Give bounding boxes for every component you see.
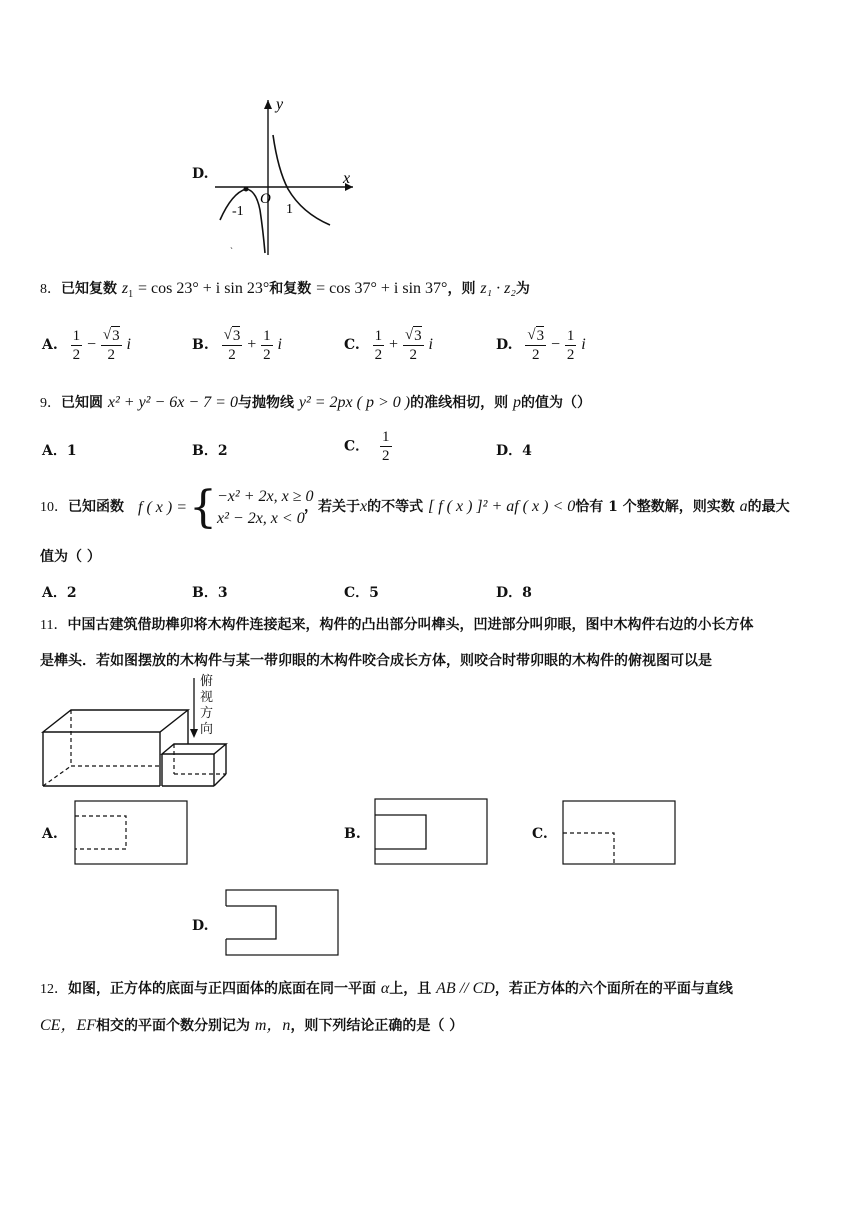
q9-option-b[interactable]: B．2 bbox=[192, 443, 228, 459]
q10-option-d[interactable]: D．8 bbox=[496, 585, 532, 601]
q9-option-d[interactable]: D．4 bbox=[496, 443, 532, 459]
q8-option-a[interactable]: A. $\frac{1}{2}$ − √ 3 2 i bbox=[42, 327, 131, 363]
q11-option-c-figure[interactable] bbox=[562, 800, 678, 866]
q7-origin-label: O bbox=[260, 191, 271, 207]
q11-option-a-label[interactable]: A. bbox=[42, 826, 58, 842]
q10-option-c[interactable]: C．5 bbox=[344, 585, 379, 601]
q12-stem-line2: CE，EF相交的平面个数分别记为 m，n，则下列结论正确的是（ ） bbox=[40, 1017, 464, 1034]
q7-x-axis-label: x bbox=[343, 170, 351, 187]
q11-option-d-figure[interactable] bbox=[224, 888, 342, 958]
q11-stem-line2: 是榫头．若如图摆放的木构件与某一带卯眼的木构件咬合成长方体，则咬合时带卯眼的木构件的俯视图可以是 bbox=[40, 653, 712, 669]
q10-function: f ( x ) = { −x² + 2x, x ≥ 0 x² − 2x, x < 0 bbox=[138, 482, 314, 533]
q10-stem: ，若关于x的不等式 [ f ( x ) ]² + af ( x ) < 0恰有 1 个整数解，则实数 a的最大 bbox=[304, 498, 790, 515]
q11-stem-line1: 11．中国古建筑借助榫卯将木构件连接起来，构件的凸出部分叫榫头，凹进部分叫卯眼，图中木构件右边的小长方体 bbox=[40, 617, 754, 633]
q8-stem: 8．已知复数 $z_1 = \cos 23^\circ + i$ sin 23°和复数 = cos 37° + i sin 37°，则 z₁ · z₂为 bbox=[40, 280, 530, 300]
q11-option-a-figure[interactable] bbox=[74, 800, 190, 866]
q7-y-axis-label: y bbox=[276, 96, 284, 113]
q7-tick-1: 1 bbox=[286, 202, 293, 217]
q9-option-a[interactable]: A．1 bbox=[42, 443, 77, 459]
q7-option-d-label: D. bbox=[192, 166, 209, 182]
q11-view-direction-label: 俯 视 方 向 bbox=[200, 674, 214, 737]
q7-tick-neg1: -1 bbox=[232, 204, 244, 219]
q8-option-d[interactable]: D. √ 3 2 − $\frac{1}{2}$ i bbox=[496, 327, 586, 363]
q11-option-b-label[interactable]: B. bbox=[344, 826, 361, 842]
q9-stem: 9．已知圆 x² + y² − 6x − 7 = 0与抛物线 y² = 2px ( p > 0 )的准线相切，则 p的值为（） bbox=[40, 394, 591, 411]
q7-option-d-graph bbox=[210, 95, 360, 260]
q9-option-c[interactable]: C． $\frac{1}{2}$ bbox=[344, 429, 390, 464]
q8-option-c[interactable]: C. $\frac{1}{2}$ + √ 3 2 i bbox=[344, 327, 433, 363]
q12-stem-line1: 12．如图，正方体的底面与正四面体的底面在同一平面 α上，且 AB // CD，若正方体的六个面所在的平面与直线 bbox=[40, 980, 733, 997]
svg-text:ˏ: ˏ bbox=[230, 239, 233, 249]
q11-option-b-figure[interactable] bbox=[374, 798, 490, 866]
q10-option-a[interactable]: A．2 bbox=[42, 585, 77, 601]
q10-number: 10．已知函数 bbox=[40, 499, 124, 515]
q11-option-d-label[interactable]: D. bbox=[192, 918, 209, 934]
q11-option-c-label[interactable]: C. bbox=[532, 826, 548, 842]
q8-option-b[interactable]: B. √ 3 2 + $\frac{1}{2}$ i bbox=[192, 327, 282, 363]
q10-option-b[interactable]: B．3 bbox=[192, 585, 228, 601]
q10-stem-line2: 值为（ ） bbox=[40, 549, 101, 565]
